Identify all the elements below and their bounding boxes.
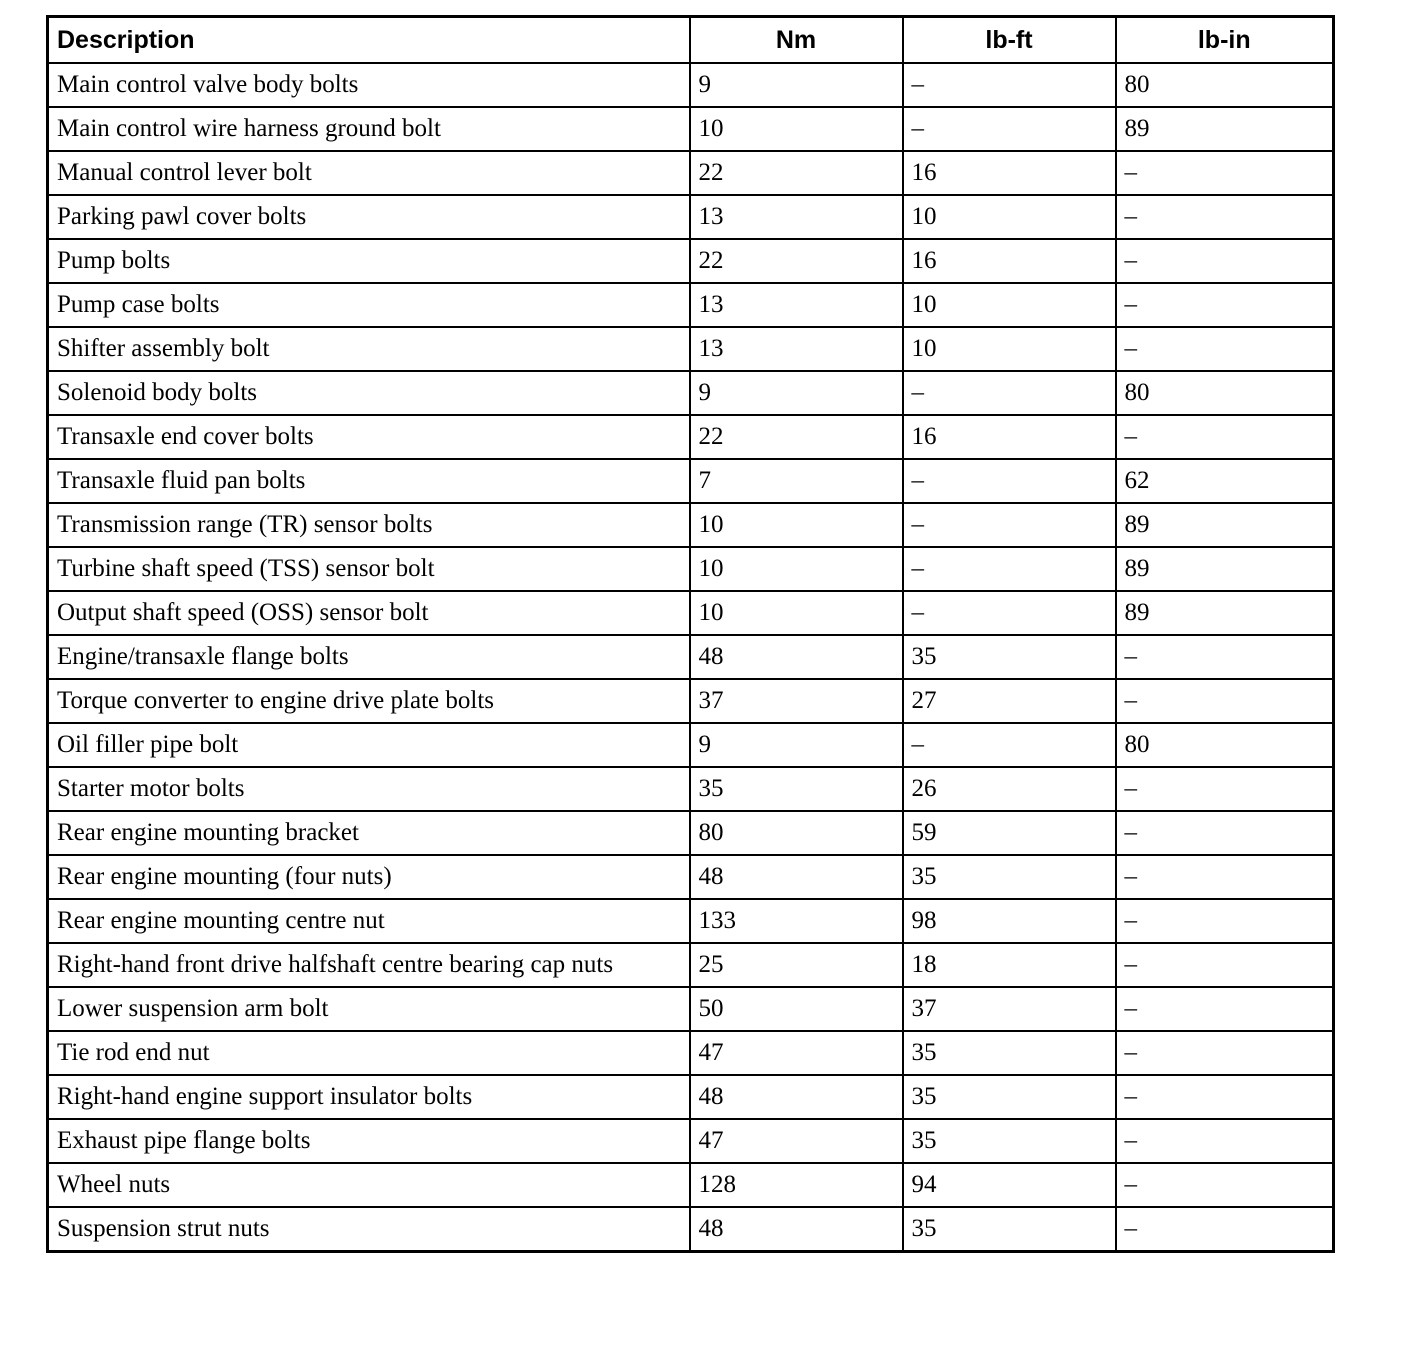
table-row bbox=[48, 1119, 1334, 1163]
cell-description: Torque converter to engine drive plate bolts bbox=[48, 679, 690, 723]
cell-nm: 25 bbox=[690, 943, 903, 987]
cell-lb-ft: – bbox=[903, 107, 1116, 151]
cell-description: Main control valve body bolts bbox=[48, 63, 690, 107]
cell-lb-ft: 35 bbox=[903, 1075, 1116, 1119]
cell-lb-ft: 35 bbox=[903, 1031, 1116, 1075]
header-row bbox=[48, 17, 1334, 64]
cell-description: Solenoid body bolts bbox=[48, 371, 690, 415]
cell-lb-in: – bbox=[1116, 1031, 1334, 1075]
cell-lb-ft: 10 bbox=[903, 327, 1116, 371]
cell-description: Shifter assembly bolt bbox=[48, 327, 690, 371]
table-row bbox=[48, 371, 1334, 415]
header-lb-in: lb-in bbox=[1116, 17, 1334, 64]
table-row bbox=[48, 239, 1334, 283]
table-row bbox=[48, 899, 1334, 943]
cell-lb-ft: 59 bbox=[903, 811, 1116, 855]
cell-nm: 13 bbox=[690, 283, 903, 327]
cell-lb-ft: – bbox=[903, 371, 1116, 415]
cell-nm: 9 bbox=[690, 371, 903, 415]
cell-lb-ft: 35 bbox=[903, 1119, 1116, 1163]
table-row bbox=[48, 547, 1334, 591]
cell-lb-ft: 26 bbox=[903, 767, 1116, 811]
cell-lb-in: 89 bbox=[1116, 547, 1334, 591]
cell-lb-in: – bbox=[1116, 855, 1334, 899]
table-row bbox=[48, 987, 1334, 1031]
table-row bbox=[48, 767, 1334, 811]
table-row bbox=[48, 415, 1334, 459]
cell-nm: 48 bbox=[690, 635, 903, 679]
cell-nm: 37 bbox=[690, 679, 903, 723]
table-row bbox=[48, 943, 1334, 987]
torque-spec-table bbox=[46, 15, 1335, 1253]
cell-lb-ft: 35 bbox=[903, 1207, 1116, 1252]
cell-description: Exhaust pipe flange bolts bbox=[48, 1119, 690, 1163]
cell-lb-ft: 27 bbox=[903, 679, 1116, 723]
cell-lb-ft: – bbox=[903, 723, 1116, 767]
cell-lb-in: – bbox=[1116, 415, 1334, 459]
header-nm: Nm bbox=[690, 17, 903, 64]
cell-description: Starter motor bolts bbox=[48, 767, 690, 811]
cell-lb-in: 62 bbox=[1116, 459, 1334, 503]
cell-lb-ft: 10 bbox=[903, 283, 1116, 327]
cell-nm: 9 bbox=[690, 723, 903, 767]
cell-nm: 48 bbox=[690, 1207, 903, 1252]
cell-nm: 22 bbox=[690, 415, 903, 459]
cell-description: Main control wire harness ground bolt bbox=[48, 107, 690, 151]
cell-description: Output shaft speed (OSS) sensor bolt bbox=[48, 591, 690, 635]
cell-lb-in: 80 bbox=[1116, 723, 1334, 767]
table-row bbox=[48, 591, 1334, 635]
cell-nm: 133 bbox=[690, 899, 903, 943]
cell-nm: 48 bbox=[690, 1075, 903, 1119]
cell-lb-in: – bbox=[1116, 679, 1334, 723]
cell-lb-in: 89 bbox=[1116, 503, 1334, 547]
table-row bbox=[48, 151, 1334, 195]
cell-nm: 9 bbox=[690, 63, 903, 107]
cell-description: Rear engine mounting (four nuts) bbox=[48, 855, 690, 899]
cell-lb-ft: 18 bbox=[903, 943, 1116, 987]
table-row bbox=[48, 1163, 1334, 1207]
cell-lb-in: – bbox=[1116, 151, 1334, 195]
table-row bbox=[48, 635, 1334, 679]
cell-description: Oil filler pipe bolt bbox=[48, 723, 690, 767]
cell-lb-in: – bbox=[1116, 1163, 1334, 1207]
cell-lb-ft: 10 bbox=[903, 195, 1116, 239]
table-body bbox=[48, 63, 1334, 1252]
table-header bbox=[48, 17, 1334, 64]
cell-nm: 128 bbox=[690, 1163, 903, 1207]
cell-nm: 80 bbox=[690, 811, 903, 855]
cell-description: Pump case bolts bbox=[48, 283, 690, 327]
cell-lb-ft: 35 bbox=[903, 855, 1116, 899]
cell-lb-in: 89 bbox=[1116, 107, 1334, 151]
cell-lb-ft: 98 bbox=[903, 899, 1116, 943]
cell-nm: 7 bbox=[690, 459, 903, 503]
cell-nm: 47 bbox=[690, 1031, 903, 1075]
cell-lb-in: – bbox=[1116, 943, 1334, 987]
cell-lb-in: – bbox=[1116, 1119, 1334, 1163]
cell-lb-in: – bbox=[1116, 767, 1334, 811]
cell-nm: 10 bbox=[690, 591, 903, 635]
cell-lb-in: – bbox=[1116, 1075, 1334, 1119]
cell-lb-ft: – bbox=[903, 503, 1116, 547]
header-lb-ft: lb-ft bbox=[903, 17, 1116, 64]
cell-lb-ft: 94 bbox=[903, 1163, 1116, 1207]
cell-description: Pump bolts bbox=[48, 239, 690, 283]
table-row bbox=[48, 195, 1334, 239]
cell-nm: 35 bbox=[690, 767, 903, 811]
cell-lb-ft: 16 bbox=[903, 151, 1116, 195]
cell-description: Transaxle fluid pan bolts bbox=[48, 459, 690, 503]
cell-description: Transaxle end cover bolts bbox=[48, 415, 690, 459]
cell-nm: 48 bbox=[690, 855, 903, 899]
cell-nm: 13 bbox=[690, 327, 903, 371]
cell-lb-ft: – bbox=[903, 591, 1116, 635]
cell-lb-in: – bbox=[1116, 327, 1334, 371]
table-row bbox=[48, 723, 1334, 767]
cell-lb-in: – bbox=[1116, 1207, 1334, 1252]
cell-nm: 22 bbox=[690, 239, 903, 283]
cell-nm: 47 bbox=[690, 1119, 903, 1163]
cell-description: Rear engine mounting centre nut bbox=[48, 899, 690, 943]
cell-lb-ft: 35 bbox=[903, 635, 1116, 679]
cell-description: Tie rod end nut bbox=[48, 1031, 690, 1075]
header-description: Description bbox=[48, 17, 690, 64]
cell-description: Right-hand front drive halfshaft centre bearing cap nuts bbox=[48, 943, 690, 987]
cell-description: Wheel nuts bbox=[48, 1163, 690, 1207]
table-row bbox=[48, 1031, 1334, 1075]
cell-lb-ft: – bbox=[903, 547, 1116, 591]
cell-lb-in: – bbox=[1116, 987, 1334, 1031]
cell-nm: 10 bbox=[690, 503, 903, 547]
cell-description: Transmission range (TR) sensor bolts bbox=[48, 503, 690, 547]
cell-description: Rear engine mounting bracket bbox=[48, 811, 690, 855]
table-row bbox=[48, 1207, 1334, 1252]
cell-lb-in: 80 bbox=[1116, 63, 1334, 107]
cell-description: Right-hand engine support insulator bolts bbox=[48, 1075, 690, 1119]
cell-description: Turbine shaft speed (TSS) sensor bolt bbox=[48, 547, 690, 591]
cell-nm: 13 bbox=[690, 195, 903, 239]
table-row bbox=[48, 503, 1334, 547]
table-row bbox=[48, 811, 1334, 855]
cell-nm: 10 bbox=[690, 547, 903, 591]
cell-lb-in: – bbox=[1116, 811, 1334, 855]
cell-lb-in: 89 bbox=[1116, 591, 1334, 635]
table-row bbox=[48, 107, 1334, 151]
cell-lb-in: – bbox=[1116, 283, 1334, 327]
table-row bbox=[48, 1075, 1334, 1119]
cell-lb-ft: 16 bbox=[903, 415, 1116, 459]
cell-nm: 22 bbox=[690, 151, 903, 195]
table-row bbox=[48, 283, 1334, 327]
cell-lb-in: – bbox=[1116, 635, 1334, 679]
cell-description: Engine/transaxle flange bolts bbox=[48, 635, 690, 679]
cell-nm: 10 bbox=[690, 107, 903, 151]
table-row bbox=[48, 855, 1334, 899]
cell-lb-ft: 16 bbox=[903, 239, 1116, 283]
table-row bbox=[48, 327, 1334, 371]
cell-lb-ft: – bbox=[903, 63, 1116, 107]
cell-lb-in: – bbox=[1116, 239, 1334, 283]
table-row bbox=[48, 63, 1334, 107]
table-row bbox=[48, 459, 1334, 503]
cell-description: Manual control lever bolt bbox=[48, 151, 690, 195]
table-row bbox=[48, 679, 1334, 723]
cell-description: Suspension strut nuts bbox=[48, 1207, 690, 1252]
cell-lb-in: 80 bbox=[1116, 371, 1334, 415]
cell-nm: 50 bbox=[690, 987, 903, 1031]
cell-description: Lower suspension arm bolt bbox=[48, 987, 690, 1031]
cell-lb-in: – bbox=[1116, 195, 1334, 239]
cell-lb-ft: – bbox=[903, 459, 1116, 503]
cell-description: Parking pawl cover bolts bbox=[48, 195, 690, 239]
cell-lb-in: – bbox=[1116, 899, 1334, 943]
cell-lb-ft: 37 bbox=[903, 987, 1116, 1031]
